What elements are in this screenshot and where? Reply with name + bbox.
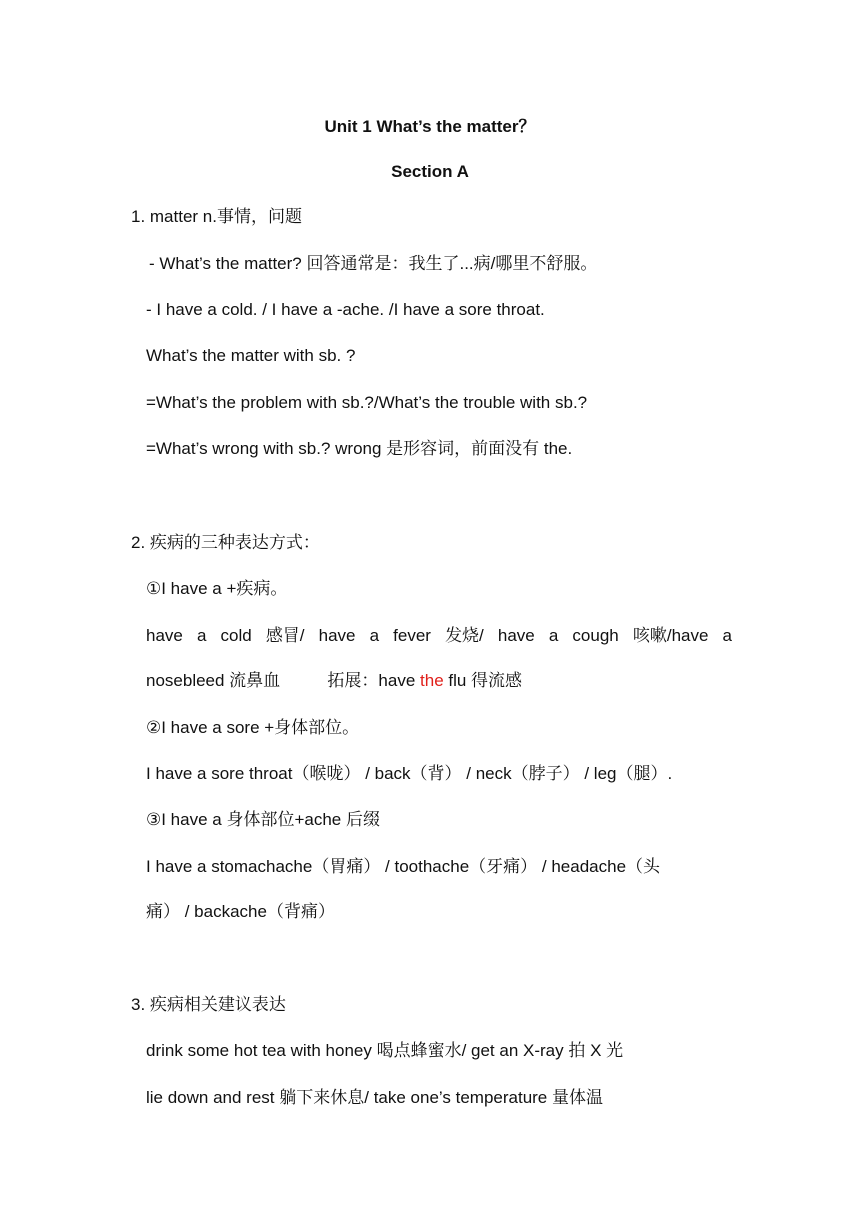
highlight-the: the (420, 671, 444, 690)
s3-line: drink some hot tea with honey 喝点蜂蜜水/ get an X-ray 拍 X 光 (146, 1041, 624, 1060)
word: cough (572, 626, 619, 645)
pattern-3-example: 痛） / backache（背痛） (146, 902, 335, 921)
s1-line: =What’s wrong with sb.? wrong 是形容词，前面没有 the. (146, 439, 573, 458)
extension-text: flu 得流感 (443, 671, 523, 690)
pattern-1: ①I have a +疾病。 (146, 579, 288, 598)
word: 感冒/ (265, 626, 305, 645)
pattern-1-examples (146, 625, 732, 647)
s3-line: lie down and rest 躺下来休息/ take one’s temperature 量体温 (146, 1088, 603, 1107)
s1-line: =What’s the problem with sb.?/What’s the trouble with sb.? (146, 393, 588, 412)
pattern-3-example: I have a stomachache（胃痛） / toothache（牙痛） / headache（头 (146, 857, 661, 876)
word: a (196, 626, 207, 645)
word: cold (220, 626, 252, 645)
page-title: Unit 1 What’s the matter？ (324, 117, 536, 136)
word: 咳嗽/have (632, 626, 709, 645)
section2-heading: 2. 疾病的三种表达方式： (131, 533, 320, 552)
word: fever (393, 626, 431, 645)
extension-text: nosebleed 流鼻血 拓展：have (146, 671, 421, 690)
word: have (146, 626, 183, 645)
s1-line: - I have a cold. / I have a -ache. /I have a sore throat. (146, 300, 545, 319)
word: a (369, 626, 380, 645)
section3-heading: 3. 疾病相关建议表达 (131, 995, 286, 1014)
word: have (318, 626, 356, 645)
pattern-2: ②I have a sore +身体部位。 (146, 718, 360, 737)
word: a (722, 626, 732, 645)
pattern-2-example: I have a sore throat（喉咙） / back（背） / neck（脖子） / leg（腿）. (146, 764, 673, 783)
word: have (497, 626, 535, 645)
section1-heading: 1. matter n.事情，问题 (131, 207, 302, 226)
pattern-3: ③I have a 身体部位+ache 后缀 (146, 810, 380, 829)
pattern-1-extension (146, 670, 522, 692)
s1-line: - What’s the matter? 回答通常是：我生了...病/哪里不舒服。 (149, 254, 598, 273)
word: a (548, 626, 559, 645)
word: 发烧/ (445, 626, 484, 645)
s1-line: What’s the matter with sb. ? (146, 346, 356, 365)
section-title: Section A (391, 162, 469, 181)
